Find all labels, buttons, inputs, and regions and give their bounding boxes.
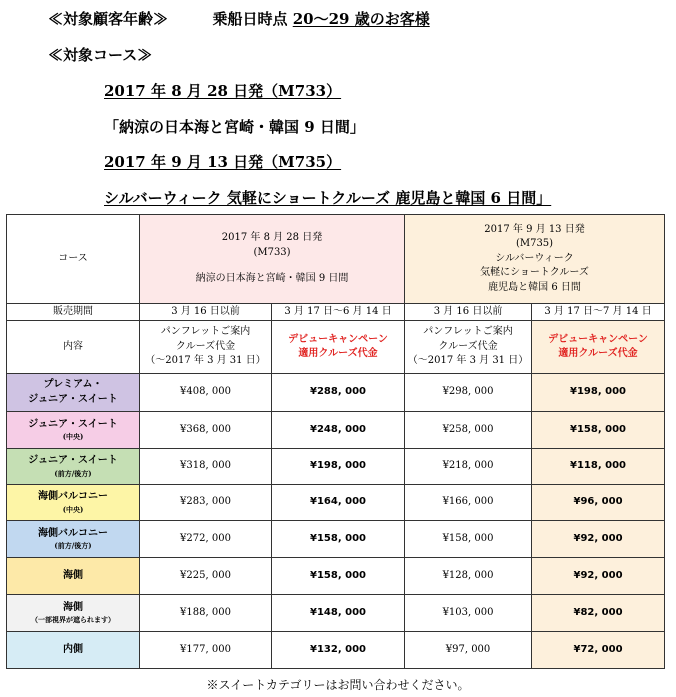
brochure-line3: （～2017 年 3 月 31 日） bbox=[145, 355, 266, 367]
brochure-price: ¥218, 000 bbox=[405, 449, 532, 485]
period-4: 3 月 17 日～7 月 14 日 bbox=[532, 304, 665, 321]
cabin-subtitle: (中央) bbox=[62, 504, 84, 514]
brochure-price: ¥318, 000 bbox=[140, 449, 272, 485]
course2-header-code: (M735) bbox=[515, 238, 554, 250]
brochure-price: ¥103, 000 bbox=[405, 595, 532, 632]
brochure-price-label-2 bbox=[405, 321, 532, 374]
campaign-price: ¥158, 000 bbox=[532, 412, 665, 449]
brochure-price: ¥97, 000 bbox=[405, 632, 532, 669]
cabin-subtitle: (中央) bbox=[62, 432, 84, 442]
course-header-row bbox=[7, 215, 665, 304]
campaign-price: ¥158, 000 bbox=[272, 521, 405, 558]
course1-header-code: (M733) bbox=[253, 246, 291, 258]
target-age-value: 20～29 歳のお客様 bbox=[292, 10, 430, 28]
course2-header bbox=[405, 215, 665, 304]
course2-header-date: 2017 年 9 月 13 日発 bbox=[484, 223, 585, 235]
cabin-name: プレミアム・ bbox=[43, 379, 103, 390]
course-label: コース bbox=[7, 215, 140, 304]
footnote: ※スイートカテゴリーはお問い合わせください。 bbox=[206, 678, 470, 692]
course1-header bbox=[140, 215, 405, 304]
course2-header-name1: シルバーウィーク bbox=[495, 252, 574, 264]
cabin-category bbox=[7, 485, 140, 521]
campaign-price-label-1 bbox=[272, 321, 405, 374]
price-table bbox=[6, 214, 665, 669]
campaign-price: ¥92, 000 bbox=[532, 521, 665, 558]
cabin-category bbox=[7, 412, 140, 449]
brochure-price: ¥225, 000 bbox=[140, 558, 272, 595]
course2-header-name3: 鹿児島と韓国 6 日間 bbox=[488, 281, 581, 293]
course1-header-date: 2017 年 8 月 28 日発 bbox=[221, 232, 323, 244]
brochure-price: ¥298, 000 bbox=[405, 374, 532, 412]
brochure-line3: （～2017 年 3 月 31 日） bbox=[407, 355, 529, 367]
brochure-price: ¥258, 000 bbox=[405, 412, 532, 449]
campaign-price: ¥164, 000 bbox=[272, 485, 405, 521]
cabin-name: 海側 bbox=[63, 569, 83, 581]
brochure-price: ¥408, 000 bbox=[140, 374, 272, 412]
brochure-line2: クルーズ代金 bbox=[175, 340, 236, 352]
cabin-category bbox=[7, 374, 140, 412]
campaign-price: ¥158, 000 bbox=[272, 558, 405, 595]
brochure-price: ¥283, 000 bbox=[140, 485, 272, 521]
cabin-subtitle: (前方/後方) bbox=[54, 468, 92, 478]
table-row bbox=[7, 632, 665, 669]
cabin-subtitle: (前方/後方) bbox=[54, 541, 92, 551]
content-row bbox=[7, 321, 665, 374]
cabin-name: 海側バルコニー bbox=[38, 527, 108, 539]
campaign-price: ¥248, 000 bbox=[272, 412, 405, 449]
cabin-name: 海側 bbox=[63, 601, 83, 613]
cabin-category bbox=[7, 558, 140, 595]
brochure-price: ¥272, 000 bbox=[140, 521, 272, 558]
cabin-name-line2: ジュニア・スイート bbox=[28, 393, 118, 405]
brochure-price: ¥158, 000 bbox=[405, 521, 532, 558]
brochure-price: ¥368, 000 bbox=[140, 412, 272, 449]
table-row bbox=[7, 374, 665, 412]
brochure-line1: パンフレットご案内 bbox=[423, 326, 513, 338]
target-course-label: ≪対象コース≫ bbox=[48, 46, 153, 64]
table-row bbox=[7, 449, 665, 485]
cabin-category bbox=[7, 632, 140, 669]
campaign-line1: デビューキャンペーン bbox=[548, 333, 648, 345]
brochure-price: ¥166, 000 bbox=[405, 485, 532, 521]
brochure-line1: パンフレットご案内 bbox=[160, 326, 251, 338]
brochure-price: ¥128, 000 bbox=[405, 558, 532, 595]
cabin-category bbox=[7, 595, 140, 632]
campaign-price-label-2 bbox=[532, 321, 665, 374]
content-label: 内容 bbox=[7, 321, 140, 374]
sales-period-label: 販売期間 bbox=[7, 304, 140, 321]
period-1: 3 月 16 日以前 bbox=[140, 304, 272, 321]
campaign-line1: デビューキャンペーン bbox=[288, 333, 388, 345]
table-row bbox=[7, 412, 665, 449]
campaign-price: ¥148, 000 bbox=[272, 595, 405, 632]
target-age-heading bbox=[48, 8, 430, 29]
course1-name: 「納涼の日本海と宮崎・韓国 9 日間」 bbox=[104, 118, 365, 136]
period-3: 3 月 16 日以前 bbox=[405, 304, 532, 321]
table-row bbox=[7, 558, 665, 595]
campaign-price: ¥82, 000 bbox=[532, 595, 665, 632]
cabin-category bbox=[7, 521, 140, 558]
sales-period-row bbox=[7, 304, 665, 321]
campaign-price: ¥288, 000 bbox=[272, 374, 405, 412]
brochure-price: ¥188, 000 bbox=[140, 595, 272, 632]
campaign-price: ¥198, 000 bbox=[532, 374, 665, 412]
table-row bbox=[7, 521, 665, 558]
campaign-price: ¥132, 000 bbox=[272, 632, 405, 669]
campaign-price: ¥96, 000 bbox=[532, 485, 665, 521]
target-age-label: ≪対象顧客年齢≫ bbox=[48, 10, 169, 28]
cabin-category bbox=[7, 449, 140, 485]
campaign-price: ¥92, 000 bbox=[532, 558, 665, 595]
campaign-line2: 適用クルーズ代金 bbox=[298, 348, 378, 359]
table-row bbox=[7, 595, 665, 632]
course2-name: シルバーウィーク 気軽にショートクルーズ 鹿児島と韓国 6 日間」 bbox=[104, 189, 552, 207]
cabin-name: ジュニア・スイート bbox=[28, 455, 118, 467]
target-age-prefix: 乗船日時点 bbox=[212, 10, 288, 28]
course2-header-name2: 気軽にショートクルーズ bbox=[480, 267, 589, 279]
cabin-name: ジュニア・スイート bbox=[28, 418, 118, 430]
campaign-line2: 適用クルーズ代金 bbox=[558, 348, 638, 359]
campaign-price: ¥198, 000 bbox=[272, 449, 405, 485]
period-2: 3 月 17 日～6 月 14 日 bbox=[272, 304, 405, 321]
campaign-price: ¥72, 000 bbox=[532, 632, 665, 669]
course2-date: 2017 年 9 月 13 日発（M735） bbox=[104, 153, 342, 171]
cabin-name: 内側 bbox=[63, 643, 83, 655]
course1-header-name: 納涼の日本海と宮崎・韓国 9 日間 bbox=[195, 273, 349, 285]
campaign-price: ¥118, 000 bbox=[532, 449, 665, 485]
course1-date: 2017 年 8 月 28 日発（M733） bbox=[104, 82, 342, 100]
brochure-price-label-1 bbox=[140, 321, 272, 374]
cabin-subtitle: （一部視界が遮られます） bbox=[31, 615, 115, 625]
brochure-line2: クルーズ代金 bbox=[438, 340, 498, 352]
table-row bbox=[7, 485, 665, 521]
brochure-price: ¥177, 000 bbox=[140, 632, 272, 669]
cabin-name: 海側バルコニー bbox=[38, 491, 108, 503]
